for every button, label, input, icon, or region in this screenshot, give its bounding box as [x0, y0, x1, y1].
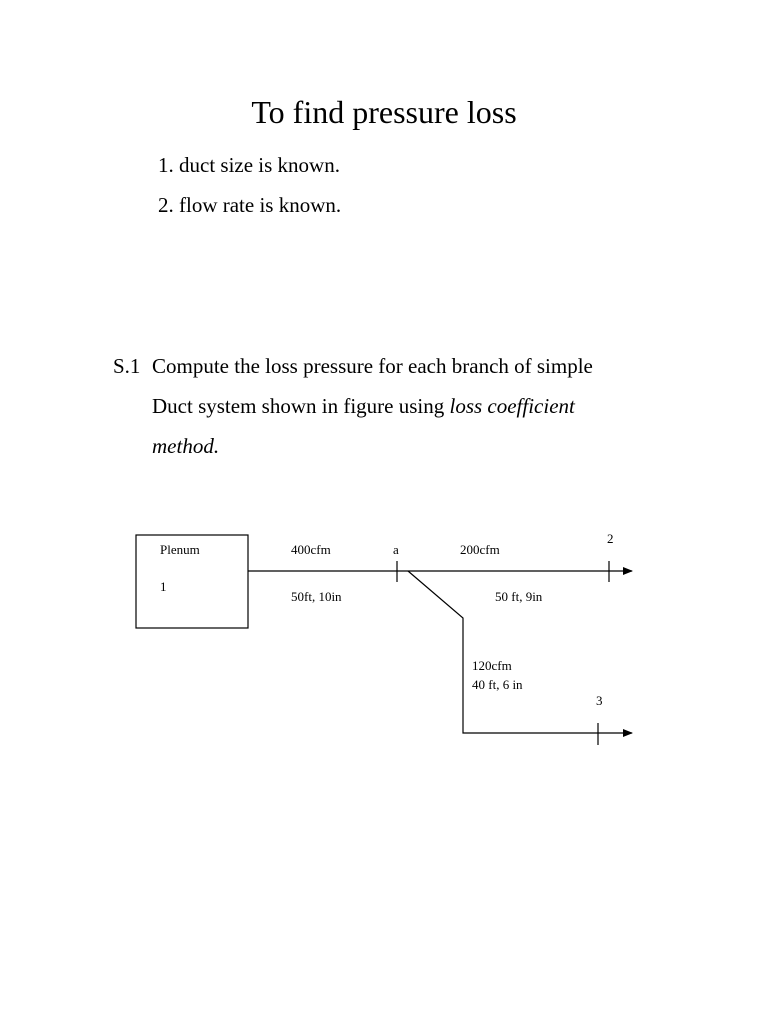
method-name: method.: [152, 434, 220, 458]
junction-label: a: [393, 542, 399, 557]
branch2-flow-label: 200cfm: [460, 542, 500, 557]
node-2-label: 2: [607, 531, 614, 546]
given-item: 2. flow rate is known.: [158, 193, 342, 217]
node-1-label: 1: [160, 579, 167, 594]
branch3-size-label: 40 ft, 6 in: [472, 677, 523, 692]
branch3-flow-label: 120cfm: [472, 658, 512, 673]
main-size-label: 50ft, 10in: [291, 589, 342, 604]
problem-number: S.1: [113, 354, 141, 378]
node-3-label: 3: [596, 693, 603, 708]
main-flow-label: 400cfm: [291, 542, 331, 557]
given-item: 1. duct size is known.: [158, 153, 340, 177]
page-title: To find pressure loss: [251, 94, 517, 130]
plenum-label: Plenum: [160, 542, 200, 557]
problem-text: Compute the loss pressure for each branch of simple: [152, 354, 593, 378]
branch2-size-label: 50 ft, 9in: [495, 589, 543, 604]
method-name: loss coefficient: [449, 394, 575, 418]
problem-text: Duct system shown in figure using: [152, 394, 450, 418]
